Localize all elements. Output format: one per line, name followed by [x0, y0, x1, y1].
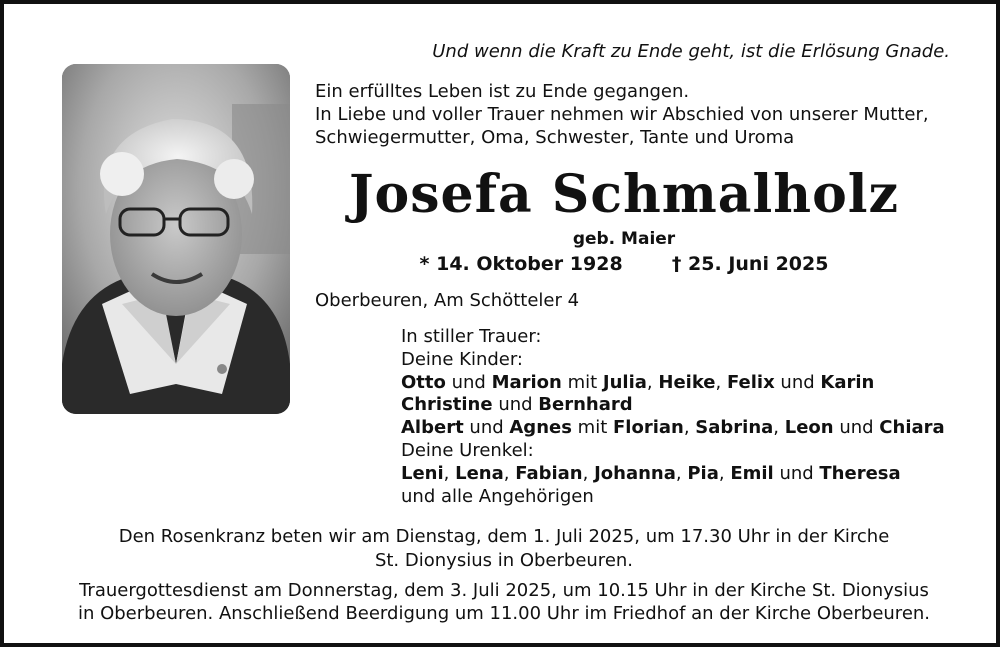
- birth-star-icon: *: [419, 253, 430, 275]
- rosary-line: St. Dionysius in Oberbeuren.: [374, 550, 634, 571]
- intro-text: [315, 80, 929, 149]
- connector-text: und: [833, 417, 880, 439]
- greatgrandchildren-label: Deine Urenkel:: [401, 439, 534, 461]
- family-name: Emil: [730, 462, 774, 484]
- death-date: 25. Juni 2025: [688, 253, 829, 275]
- address: Oberbeuren, Am Schötteler 4: [315, 290, 580, 311]
- family-name: Johanna: [594, 462, 676, 484]
- family-name: Leni: [401, 462, 444, 484]
- family-name: Leon: [784, 417, 834, 439]
- birth-name: geb. Maier: [572, 229, 676, 249]
- rosary-notice: [4, 525, 1000, 573]
- family-name: Otto: [401, 371, 446, 393]
- connector-text: ,: [683, 417, 696, 439]
- family-row: [401, 417, 945, 440]
- mourners-heading: In stiller Trauer:: [401, 326, 542, 347]
- relatives-line: und alle Angehörigen: [401, 485, 594, 507]
- connector-text: ,: [675, 462, 688, 484]
- family-name: Marion: [491, 371, 562, 393]
- portrait-illustration: [62, 64, 290, 414]
- connector-text: ,: [773, 417, 785, 439]
- connector-text: mit: [561, 371, 603, 393]
- family-name: Agnes: [509, 417, 572, 439]
- connector-text: ,: [443, 462, 456, 484]
- family-row: [401, 463, 945, 486]
- connector-text: und: [463, 417, 510, 439]
- family-name: Karin: [820, 371, 875, 393]
- family-name: Fabian: [515, 462, 583, 484]
- family-name: Chiara: [879, 417, 945, 439]
- family-name: Bernhard: [538, 394, 633, 416]
- family-name: Sabrina: [695, 417, 774, 439]
- rosary-line: Den Rosenkranz beten wir am Dienstag, dem 1. Juli 2025, um 17.30 Uhr in der Kirche: [118, 526, 890, 547]
- connector-text: mit: [571, 417, 613, 439]
- family-name: Lena: [455, 462, 504, 484]
- family-name: Felix: [726, 371, 775, 393]
- family-name: Albert: [401, 417, 464, 439]
- family-name: Heike: [658, 371, 716, 393]
- family-name: Florian: [612, 417, 684, 439]
- children-label: Deine Kinder:: [401, 348, 524, 370]
- connector-text: und: [774, 371, 821, 393]
- connector-text: ,: [582, 462, 595, 484]
- connector-text: ,: [503, 462, 516, 484]
- family-name: Christine: [401, 394, 493, 416]
- service-line: in Oberbeuren. Anschließend Beerdigung um 11.00 Uhr im Friedhof an der Kirche Oberbeuren.: [77, 603, 931, 624]
- intro-line: Ein erfülltes Leben ist zu Ende gegangen.: [315, 81, 690, 102]
- connector-text: und: [492, 394, 539, 416]
- deceased-name: Josefa Schmalholz: [348, 164, 900, 225]
- portrait-photo: [62, 64, 290, 414]
- connector-text: ,: [718, 462, 731, 484]
- family-name: Theresa: [819, 462, 901, 484]
- family-name: Julia: [602, 371, 647, 393]
- birth-date: 14. Oktober 1928: [436, 253, 623, 275]
- connector-text: und: [773, 462, 820, 484]
- funeral-service-notice: [4, 579, 1000, 625]
- intro-line: Schwiegermutter, Oma, Schwester, Tante und Uroma: [315, 127, 795, 148]
- connector-text: ,: [715, 371, 727, 393]
- connector-text: ,: [646, 371, 659, 393]
- motto-quote: Und wenn die Kraft zu Ende geht, ist die Erlösung Gnade.: [432, 41, 950, 62]
- intro-line: In Liebe und voller Trauer nehmen wir Abschied von unserer Mutter,: [315, 104, 929, 125]
- family-name: Pia: [687, 462, 719, 484]
- service-line: Trauergottesdienst am Donnerstag, dem 3. Juli 2025, um 10.15 Uhr in der Kirche St. Dionysius: [79, 580, 929, 601]
- connector-text: und: [445, 371, 492, 393]
- life-dates: [314, 253, 934, 275]
- family-row: [401, 394, 945, 417]
- death-cross-icon: †: [671, 253, 682, 275]
- mourners-list: [401, 326, 945, 508]
- family-row: [401, 372, 945, 395]
